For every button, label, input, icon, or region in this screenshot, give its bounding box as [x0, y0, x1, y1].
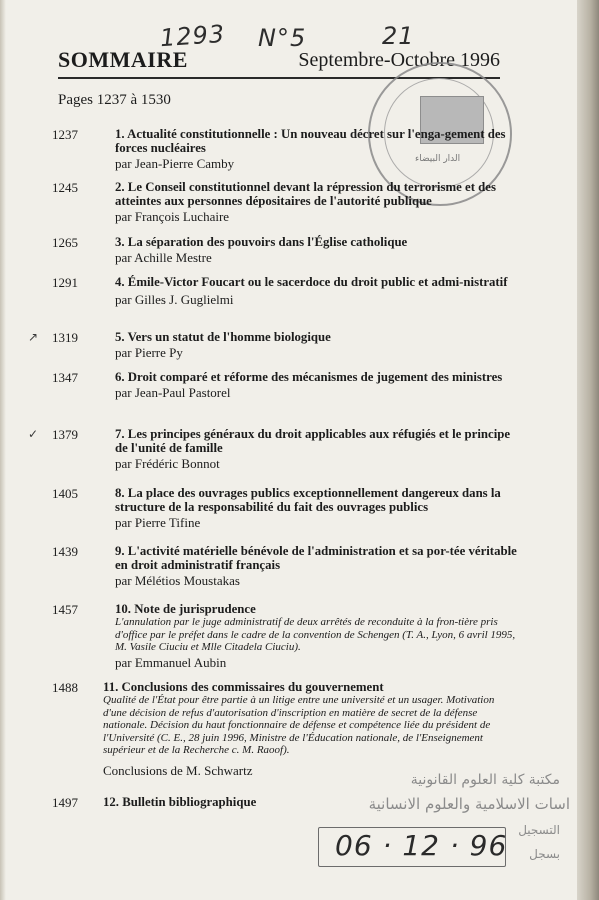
entry-title: 1. Actualité constitutionnelle : Un nouveau décret sur l'enga-gement des forces nucléaires: [115, 127, 506, 155]
entry-page-number: 1457: [52, 602, 78, 617]
entry-title: 9. L'activité matérielle bénévole de l'administration et sa por-tée véritable en droit administratif français: [115, 544, 517, 572]
page-edge: [577, 0, 599, 900]
entry-description: Qualité de l'État pour être partie à un litige entre une université et un usager. Motivation d'une décision de refus d'autorisation d'inscription en matière de secret de la défense nationale. Décision du haut fonctionnaire de défense et compétence liée du président de l'Université (C. E., 28 juin 1996, Ministre de l'Éducation nationale, de l'Enseignement supérieur et de la Recherche c. M. Raoof).: [103, 694, 495, 756]
handwritten-issue-number: N°5: [258, 24, 307, 52]
entry-author: par François Luchaire: [115, 209, 230, 224]
entry-title: 3. La séparation des pouvoirs dans l'Église catholique: [115, 235, 408, 249]
entry-title: 10. Note de jurisprudence: [115, 602, 256, 616]
pages-range: Pages 1237 à 1530: [58, 92, 171, 108]
entry-title: 7. Les principes généraux du droit applicables aux réfugiés et le principe de l'unité de famille: [115, 427, 511, 455]
entry-title: 5. Vers un statut de l'homme biologique: [115, 330, 331, 344]
entry-page-number: 1291: [52, 275, 78, 290]
check-mark: ↗: [28, 330, 39, 344]
entry-page-number: 1497: [52, 795, 78, 810]
entry-author: par Emmanuel Aubin: [115, 654, 227, 670]
entry-page-number: 1488: [52, 680, 78, 695]
entry-author: par Jean-Paul Pastorel: [115, 385, 231, 400]
entry-page-number: 1439: [52, 544, 78, 559]
entry-author: par Gilles J. Guglielmi: [115, 292, 234, 307]
arabic-stamp-line-2: اسات الاسلامية والعلوم الانسانية: [368, 795, 570, 813]
page-title: SOMMAIRE: [58, 47, 188, 72]
entry-author: par Frédéric Bonnot: [115, 456, 220, 471]
entry-title: 2. Le Conseil constitutionnel devant la répression du terrorisme et des atteintes aux personnes dépositaires de l'autorité publique: [115, 180, 496, 208]
handwritten-date: 06 · 12 · 96: [335, 829, 508, 862]
stamp-text: الدار البيضاء: [415, 154, 461, 164]
entry-author: par Jean-Pierre Camby: [115, 156, 235, 171]
book-spine-shadow: [0, 0, 6, 900]
entry-author: par Pierre Tifine: [115, 515, 201, 530]
entry-author: par Mélétios Moustakas: [115, 573, 240, 588]
issue-date: Septembre-Octobre 1996: [298, 49, 500, 71]
arabic-stamp-line-1: مكتبة كلية العلوم القانونية: [410, 772, 560, 788]
handwritten-code: 21: [382, 22, 415, 50]
entry-page-number: 1319: [52, 330, 78, 345]
entry-page-number: 1237: [52, 127, 78, 142]
entry-page-number: 1347: [52, 370, 78, 385]
handwritten-reference: 1293: [159, 19, 226, 53]
entry-title: 6. Droit comparé et réforme des mécanismes de jugement des ministres: [115, 370, 503, 384]
entry-author: par Pierre Py: [115, 345, 183, 360]
entry-title: 12. Bulletin bibliographique: [103, 795, 257, 809]
entry-page-number: 1245: [52, 180, 78, 195]
entry-title: 11. Conclusions des commissaires du gouvernement: [103, 680, 384, 694]
arabic-stamp-line-4: بسجل: [529, 847, 560, 861]
arabic-stamp-line-3: التسجيل: [518, 823, 560, 837]
entry-description: L'annulation par le juge administratif de deux arrêtés de reconduite à la fron-tière pris d'office par le préfet dans le cadre de la convention de Schengen (T. A., Lyon, 6 avril 1995, M. Vasile Ciuciu et Mlle Citadela Ciuciu).: [115, 616, 516, 653]
entry-title: 8. La place des ouvrages publics exceptionnellement dangereux dans la structure de la responsabilité du fait des ouvrages publics: [115, 486, 501, 514]
entry-title: 4. Émile-Victor Foucart ou le sacerdoce du droit public et admi-nistratif: [115, 275, 508, 289]
check-mark: ✓: [28, 427, 39, 441]
entry-author: par Achille Mestre: [115, 250, 212, 265]
entry-page-number: 1265: [52, 235, 78, 250]
entry-page-number: 1405: [52, 486, 78, 501]
entry-page-number: 1379: [52, 427, 78, 442]
entry-author: Conclusions de M. Schwartz: [103, 762, 253, 778]
